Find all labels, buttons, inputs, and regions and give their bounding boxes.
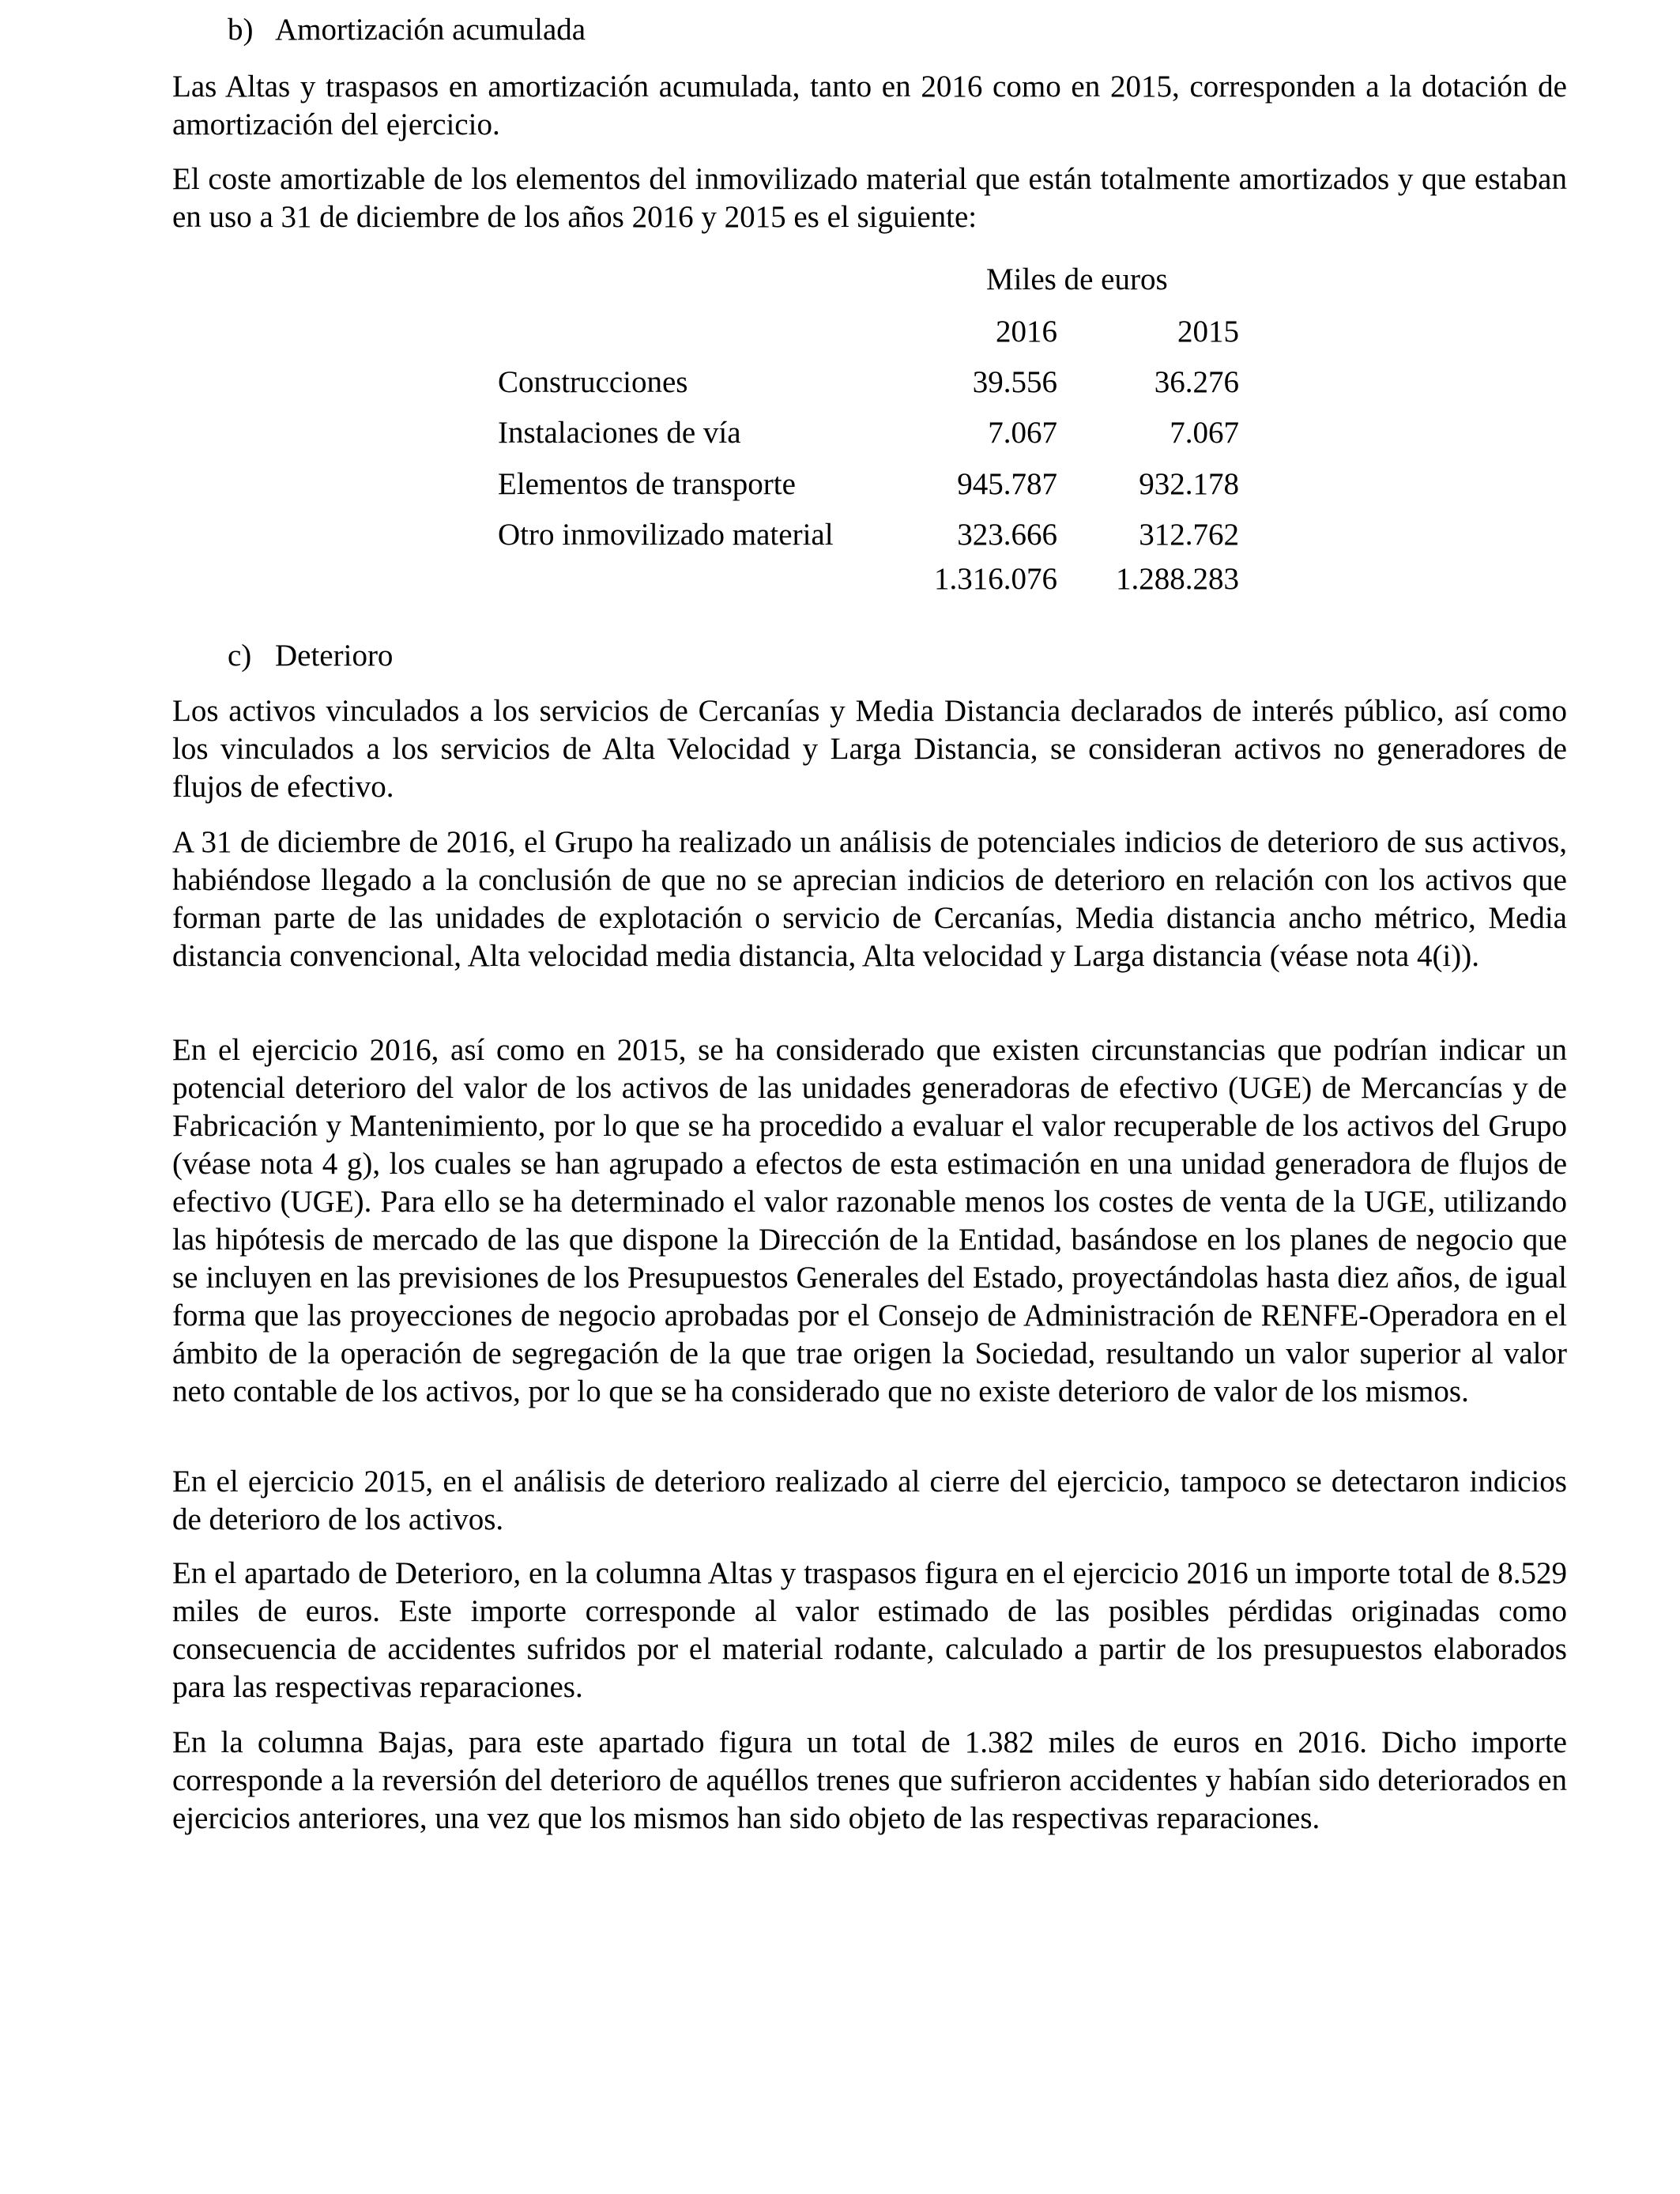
table-cell-2016: 7.067 [988, 416, 1057, 450]
section-c-paragraph-3: En el ejercicio 2016, así como en 2015, se ha considerado que existen circunstancias que podrían indicar un potencial deterioro del valor de los activos de las unidades generadoras de efectivo (UGE) de Mercancías y de Fabricación y Mantenimiento, por lo que se ha procedido a evaluar el valor recuperable de los activos del Grupo (véase nota 4 g), los cuales se han agrupado a efectos de esta estimación en una unidad generadora de flujos de efectivo (UGE). Para ello se ha determinado el valor razonable menos los costes de venta de la UGE, utilizando las hipótesis de mercado de las que dispone la Dirección de la Entidad, basándose en los planes de negocio que se incluyen en las previsiones de los Presupuestos Generales del Estado, proyectándolas hasta diez años, de igual forma que las proyecciones de negocio aprobadas por el Consejo de Administración de RENFE-Operadora en el ámbito de la operación de segregación de la que trae origen la Sociedad, resultando un valor superior al valor neto contable de los activos, por lo que se ha considerado que no existe deterioro de valor de los mismos. [172, 1033, 1567, 1408]
table-cell-2015: 312.762 [1139, 518, 1239, 552]
table-year-2016: 2016 [996, 315, 1057, 349]
section-b-paragraph-2: El coste amortizable de los elementos del inmovilizado material que están totalmente amortizados y que estaban en uso a 31 de diciembre de los años 2016 y 2015 es el siguiente: [172, 162, 1567, 234]
table-cell-2016: 39.556 [972, 365, 1057, 399]
table-row-label: Instalaciones de vía [498, 416, 741, 450]
table-total-2015: 1.288.283 [1116, 562, 1239, 596]
section-c-letter: c) [228, 639, 252, 673]
table-cell-2016: 323.666 [957, 518, 1057, 552]
section-c-heading [228, 637, 393, 675]
table-cell-2015: 7.067 [1170, 416, 1239, 450]
table-row-label: Construcciones [498, 365, 688, 399]
table-row-label: Otro inmovilizado material [498, 518, 834, 552]
section-c-title: Deterioro [275, 639, 394, 673]
table-cell-2015: 36.276 [1154, 365, 1239, 399]
section-c-paragraph-4: En el ejercicio 2015, en el análisis de deterioro realizado al cierre del ejercicio, tampoco se detectaron indicios de deterioro de los activos. [172, 1465, 1567, 1536]
section-b-title: Amortización acumulada [275, 13, 586, 47]
section-c-paragraph-2: A 31 de diciembre de 2016, el Grupo ha realizado un análisis de potenciales indicios de deterioro de sus activos, habiéndose llegado a la conclusión de que no se aprecian indicios de deterioro en relación con los activos que forman parte de las unidades de explotación o servicio de Cercanías, Media distancia ancho métrico, Media distancia convencional, Alta velocidad media distancia, Alta velocidad y Larga distancia (véase nota 4(i)). [172, 825, 1567, 973]
section-c-paragraph-6: En la columna Bajas, para este apartado figura un total de 1.382 miles de euros en 2016. Dicho importe corresponde a la reversión del deterioro de aquéllos trenes que sufrieron accidentes y habían sido deteriorados en ejercicios anteriores, una vez que los mismos han sido objeto de las respectivas reparaciones. [172, 1725, 1567, 1835]
table-total-2016: 1.316.076 [934, 562, 1057, 596]
table-unit-header: Miles de euros [986, 262, 1168, 296]
section-b-heading [228, 11, 586, 49]
table-cell-2016: 945.787 [957, 467, 1057, 501]
section-c-paragraph-5: En el apartado de Deterioro, en la columna Altas y traspasos figura en el ejercicio 2016 un importe total de 8.529 miles de euros. Este importe corresponde al valor estimado de las posibles pérdidas originadas como consecuencia de accidentes sufridos por el material rodante, calculado a partir de los presupuestos elaborados para las respectivas reparaciones. [172, 1556, 1567, 1704]
section-b-paragraph-1: Las Altas y traspasos en amortización acumulada, tanto en 2016 como en 2015, corresponden a la dotación de amortización del ejercicio. [172, 70, 1567, 141]
section-c-paragraph-1: Los activos vinculados a los servicios de Cercanías y Media Distancia declarados de interés público, así como los vinculados a los servicios de Alta Velocidad y Larga Distancia, se consideran activos no generadores de flujos de efectivo. [172, 694, 1567, 804]
table-year-2015: 2015 [1177, 315, 1239, 349]
table-row-label: Elementos de transporte [498, 467, 796, 501]
table-cell-2015: 932.178 [1139, 467, 1239, 501]
section-b-letter: b) [228, 13, 254, 47]
